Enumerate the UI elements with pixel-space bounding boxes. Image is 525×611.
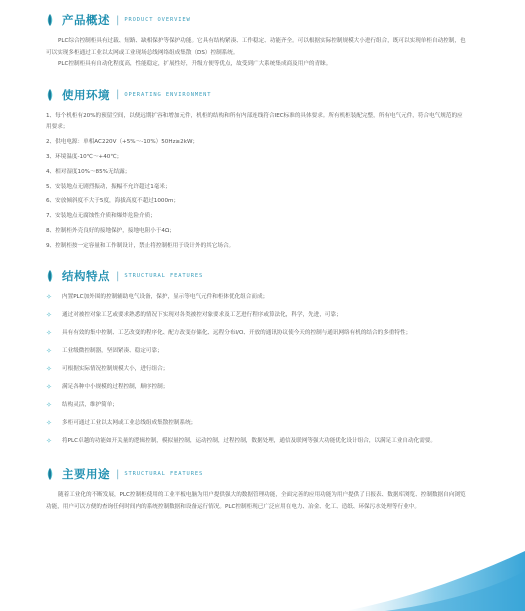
list-item: 6、安放倾斜度不大于5度，海拔高度不超过1000m； (46, 198, 180, 205)
leaf-icon (46, 270, 54, 282)
list-item (46, 328, 467, 339)
list-item (46, 418, 467, 429)
diamond-star-icon: ✧ (46, 293, 52, 302)
list-item (46, 400, 467, 411)
feature-text: 内置PLC加外围的控制辅助电气设备，保护，显示等电气元件和柜体优化组合而成； (62, 294, 269, 301)
list-item (46, 310, 467, 321)
diamond-star-icon: ✧ (46, 401, 52, 410)
feature-text: 通过对被控对象工艺或要求熟悉的情况下实现对各类被控对象要求及工艺进行程序或算法化，科学，先进，可靠； (62, 312, 342, 319)
section-header-environment (46, 85, 467, 105)
list-item (46, 346, 467, 357)
overview-paragraph-1: PLC综合控制柜具有过载、短路、缺相保护等保护功能。它具有结构紧凑、工作稳定、功能齐全。可以根据实际控制规模大小进行组合，既可以实现单柜自动控制，也可以实现多柜通过工业以太网或工业现场总线网络组成集散（DS）控制系统。 (46, 38, 466, 56)
decorative-swoosh (345, 551, 525, 611)
diamond-star-icon: ✧ (46, 365, 52, 374)
section-subtitle: STRUCTURAL FEATURES (124, 471, 204, 478)
features-list (46, 292, 467, 447)
list-item (46, 364, 467, 375)
diamond-star-icon: ✧ (46, 437, 52, 446)
usage-paragraph: 随着工业化的不断发展，PLC控制柜使用的工业平板电脑为用户提供强大的数据管理功能，全面完善的应用功能为用户提供了日报表、数据库浏览、控制数据自向浏览功能，用户可以方便的查询任何时间内的系统控制数据和设备运行情况。PLC控制柜现已广泛应用在电力、冶金、化工、造纸、环保污水处理等行业中。 (46, 492, 466, 510)
section-subtitle: PRODUCT OVERVIEW (124, 17, 191, 23)
list-item: 9、控制柜按一定容量和工作制设计，禁止将控制柜用于设计外的其它场合。 (46, 243, 235, 250)
feature-text: 将PLC卓越的功能如开关量的逻辑控制，模拟量控制，运动控制，过程控制，数据处理，通信及联网等强大功能优化设计组合，以满足工业自动化需要。 (62, 438, 436, 445)
feature-text: 可根据实际情况控制规模大小，进行组合； (62, 366, 169, 373)
environment-list (46, 111, 467, 253)
feature-text: 多柜可通过工业以太网或工业总线组成集散控制系统； (62, 420, 197, 427)
section-separator: | (116, 468, 120, 480)
list-item: 8、控制柜外壳良好的接地保护，接地电阻小于4Ω； (46, 228, 175, 235)
list-item (46, 436, 467, 447)
diamond-star-icon: ✧ (46, 311, 52, 320)
section-title: 主要用途 (62, 467, 110, 482)
list-item: 3、环境温度-10℃～+40℃； (46, 153, 123, 160)
diamond-star-icon: ✧ (46, 383, 52, 392)
list-item: 4、相对湿度10%～85%无结露； (46, 168, 131, 175)
list-item: 5、安装地点无剧烈振动，振幅不允许超过1毫米； (46, 183, 171, 190)
feature-text: 具有有效的集中控制、工艺改变的程序化、配方改变存储化、远程分布I/O、开放的通讯协议使今天的控制与通讯网络有机的结合的多重特性； (62, 330, 412, 337)
leaf-icon (46, 89, 54, 101)
section-title: 使用环境 (62, 87, 110, 102)
section-title: 结构特点 (62, 269, 110, 284)
section-separator: | (116, 14, 120, 26)
feature-text: 满足各种中小规模的过程控制，顺序控制； (62, 384, 169, 391)
section-separator: | (116, 270, 120, 282)
feature-text: 工业级微控制器，坚固紧凑、稳定可靠； (62, 348, 163, 355)
section-header-structure (46, 266, 467, 286)
section-subtitle: OPERATING ENVIRONMENT (124, 91, 212, 98)
section-separator: | (116, 89, 120, 100)
diamond-star-icon: ✧ (46, 419, 52, 428)
diamond-star-icon: ✧ (46, 347, 52, 356)
leaf-icon (46, 14, 54, 26)
list-item (46, 382, 467, 393)
leaf-icon (46, 468, 54, 480)
list-item: 7、安装地点无腐蚀性介质和爆炸危险介质； (46, 213, 156, 220)
list-item (46, 292, 467, 303)
feature-text: 结构灵活，维护简单； (62, 402, 118, 409)
section-header-usage (46, 464, 467, 484)
list-item: 1、每个机柜有20%的预留空间，以便远期扩容和增加元件，机柜的结构和所有内部连线符合IEC标准的具体要求。所有机柜装配完整，所有电气元件，符合电气规范的应用要求； (46, 112, 463, 130)
list-item: 2、供电电源：单相AC220V（+5%～-10%）50Hz≥2kW； (46, 138, 199, 145)
overview-paragraph-2: PLC控制柜具有自动化程度高，性能稳定，扩展性好，升级方便等优点，故受到广大系统集成商及用户的青睐。 (58, 61, 332, 67)
section-header-overview (46, 10, 467, 30)
diamond-star-icon: ✧ (46, 329, 52, 338)
section-title: 产品概述 (62, 13, 110, 27)
section-subtitle: STRUCTURAL FEATURES (124, 273, 204, 280)
